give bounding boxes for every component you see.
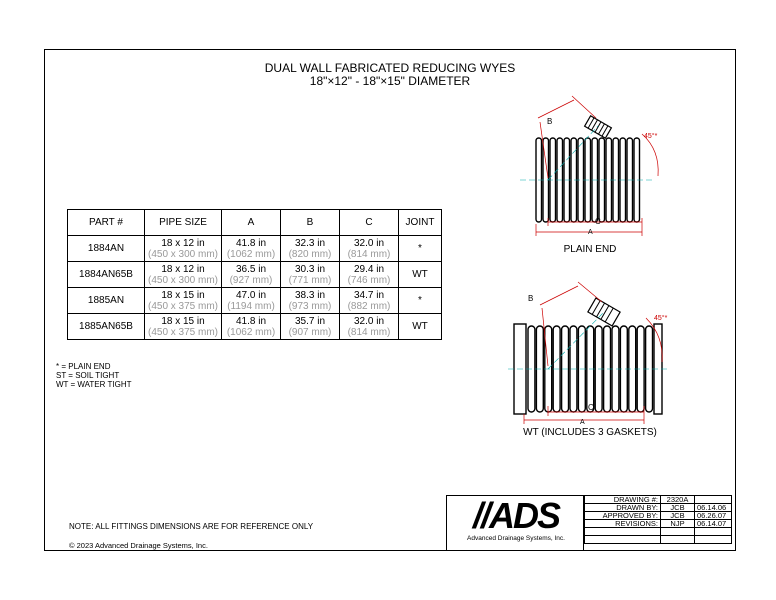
cell-part: 1884AN65B (68, 262, 145, 288)
size-mm: (450 x 300 mm) (147, 274, 219, 286)
tb-value: JCB (661, 512, 695, 520)
cell-part: 1885AN65B (68, 314, 145, 340)
title-block-row (585, 536, 732, 544)
wt-dim-c-label: C (588, 403, 594, 412)
b-in: 32.3 in (294, 237, 326, 249)
a-mm: (1194 mm) (227, 300, 275, 312)
legend-plain-end: * = PLAIN END (56, 362, 111, 371)
c-mm: (882 mm) (347, 300, 391, 312)
cell-joint: WT (399, 314, 442, 340)
tb-key: REVISIONS: (585, 520, 661, 528)
tb-empty (661, 536, 695, 544)
size-mm: (450 x 375 mm) (147, 300, 219, 312)
a-in: 36.5 in (235, 263, 267, 275)
title-line-1: DUAL WALL FABRICATED REDUCING WYES (264, 61, 516, 75)
cell-joint: * (399, 236, 442, 262)
c-mm: (746 mm) (347, 274, 391, 286)
c-in: 32.0 in (353, 237, 385, 249)
dim-b-label: B (547, 117, 553, 126)
b-mm: (771 mm) (288, 274, 332, 286)
title-block-row (585, 528, 732, 536)
cell-joint: * (399, 288, 442, 314)
c-mm: (814 mm) (347, 326, 391, 338)
title-block (584, 495, 732, 544)
legend-soil-tight: ST = SOIL TIGHT (56, 371, 120, 380)
b-mm: (907 mm) (288, 326, 332, 338)
logo-wordmark: //ADS (472, 495, 559, 536)
copyright: © 2023 Advanced Drainage Systems, Inc. (69, 541, 208, 550)
a-mm: (1062 mm) (226, 248, 276, 260)
cell-joint: WT (399, 262, 442, 288)
size-mm: (450 x 375 mm) (147, 326, 219, 338)
dim-a-label: A (588, 229, 593, 236)
c-in: 34.7 in (353, 289, 385, 301)
wt-angle-label: 45°* (654, 315, 668, 322)
dim-c-label: C (595, 217, 601, 226)
cell-part: 1884AN (68, 236, 145, 262)
size-in: 18 x 12 in (161, 237, 205, 249)
tb-date: 06.26.07 (695, 512, 732, 520)
size-mm: (450 x 300 mm) (147, 248, 219, 260)
b-in: 35.7 in (294, 315, 326, 327)
tb-empty (585, 528, 661, 536)
tb-key: DRAWING #: (585, 496, 661, 504)
size-in: 18 x 15 in (161, 289, 205, 301)
angle-label: 45°* (644, 133, 658, 140)
ads-logo (446, 495, 584, 551)
tb-date: 06.14.07 (695, 520, 732, 528)
tb-value: NJP (661, 520, 695, 528)
title-block-row (585, 520, 732, 528)
b-in: 38.3 in (294, 289, 326, 301)
logo-subtitle: Advanced Drainage Systems, Inc. (467, 535, 565, 542)
tb-value: JCB (661, 504, 695, 512)
c-in: 32.0 in (353, 315, 385, 327)
fittings-note: NOTE: ALL FITTINGS DIMENSIONS ARE FOR REFERENCE ONLY (69, 522, 314, 531)
header-part: PART # (68, 210, 145, 236)
tb-date: 06.14.06 (695, 504, 732, 512)
a-in: 41.8 in (235, 237, 267, 249)
tb-key: APPROVED BY: (585, 512, 661, 520)
header-c: C (340, 210, 399, 236)
plain-end-label: PLAIN END (563, 244, 617, 255)
legend-water-tight: WT = WATER TIGHT (56, 380, 132, 389)
tb-value: 2320A (661, 496, 695, 504)
size-in: 18 x 12 in (161, 263, 205, 275)
tb-empty (695, 528, 732, 536)
tb-empty (661, 528, 695, 536)
c-mm: (814 mm) (347, 248, 391, 260)
a-mm: (1062 mm) (226, 326, 276, 338)
a-in: 41.8 in (235, 315, 267, 327)
tb-key: DRAWN BY: (585, 504, 661, 512)
header-a: A (222, 210, 281, 236)
wt-dim-a-label: A (580, 419, 585, 426)
tb-empty (585, 536, 661, 544)
tb-empty (695, 536, 732, 544)
header-pipe-size: PIPE SIZE (145, 210, 222, 236)
cell-part: 1885AN (68, 288, 145, 314)
b-mm: (973 mm) (288, 300, 332, 312)
wt-label: WT (INCLUDES 3 GASKETS) (523, 427, 657, 438)
wt-drawing (508, 282, 670, 426)
header-joint: JOINT (399, 210, 442, 236)
wt-dim-b-label: B (528, 294, 534, 303)
header-b: B (281, 210, 340, 236)
title-line-2: 18"×12" - 18"×15" DIAMETER (309, 74, 471, 88)
size-in: 18 x 15 in (161, 315, 205, 327)
a-mm: (927 mm) (229, 274, 273, 286)
b-mm: (820 mm) (288, 248, 332, 260)
plain-end-branch (585, 116, 612, 138)
a-in: 47.0 in (235, 289, 267, 301)
c-in: 29.4 in (353, 263, 385, 275)
plain-end-drawing (520, 96, 658, 236)
b-in: 30.3 in (294, 263, 326, 275)
